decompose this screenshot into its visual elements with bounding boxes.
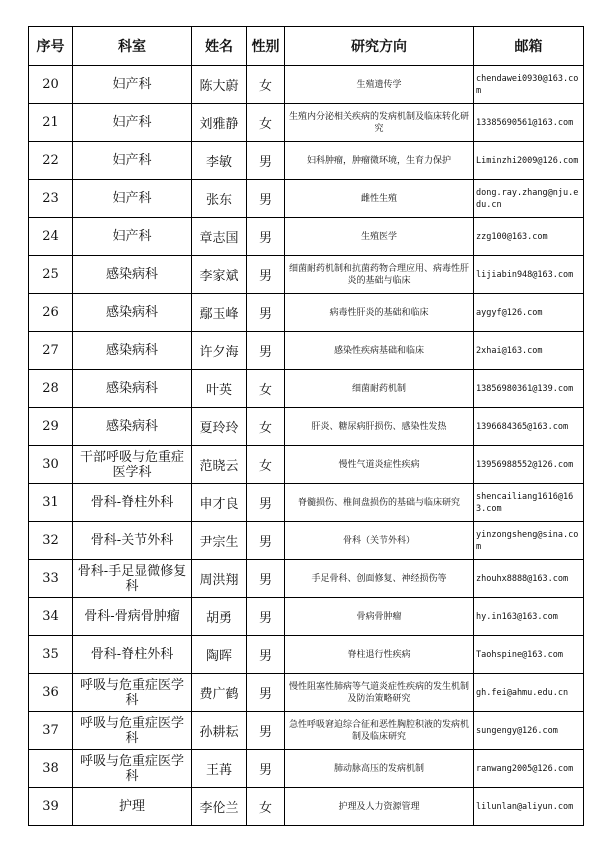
cell-sex: 女	[247, 370, 285, 408]
table-row	[29, 522, 584, 560]
header-row	[29, 27, 584, 66]
cell-direction: 急性呼吸窘迫综合征和恶性胸腔积液的发病机制及临床研究	[285, 712, 474, 750]
cell-no: 20	[29, 66, 73, 104]
cell-email: 1396684365@163.com	[474, 408, 584, 446]
cell-email: aygyf@126.com	[474, 294, 584, 332]
cell-dept: 感染病科	[73, 294, 192, 332]
header-dept: 科室	[73, 27, 192, 66]
cell-dept: 妇产科	[73, 104, 192, 142]
cell-name: 费广鹤	[192, 674, 247, 712]
table-row	[29, 66, 584, 104]
cell-dept: 妇产科	[73, 66, 192, 104]
cell-no: 21	[29, 104, 73, 142]
cell-direction: 生殖内分泌相关疾病的发病机制及临床转化研究	[285, 104, 474, 142]
cell-sex: 男	[247, 332, 285, 370]
cell-no: 28	[29, 370, 73, 408]
table-row	[29, 560, 584, 598]
table-row	[29, 294, 584, 332]
table-row	[29, 142, 584, 180]
cell-direction: 肺动脉高压的发病机制	[285, 750, 474, 788]
cell-sex: 女	[247, 408, 285, 446]
cell-email: ranwang2005@126.com	[474, 750, 584, 788]
cell-email: gh.fei@ahmu.edu.cn	[474, 674, 584, 712]
table-row	[29, 484, 584, 522]
cell-dept: 感染病科	[73, 408, 192, 446]
cell-direction: 肝炎、糖尿病肝损伤、感染性发热	[285, 408, 474, 446]
cell-email: zzg100@163.com	[474, 218, 584, 256]
cell-name: 刘雅静	[192, 104, 247, 142]
cell-dept: 妇产科	[73, 142, 192, 180]
cell-direction: 脊柱退行性疾病	[285, 636, 474, 674]
table-row	[29, 674, 584, 712]
cell-no: 34	[29, 598, 73, 636]
cell-dept: 骨科-脊柱外科	[73, 484, 192, 522]
table-row	[29, 104, 584, 142]
cell-email: 13385690561@163.com	[474, 104, 584, 142]
cell-name: 夏玲玲	[192, 408, 247, 446]
cell-name: 尹宗生	[192, 522, 247, 560]
cell-email: Taohspine@163.com	[474, 636, 584, 674]
table-row	[29, 598, 584, 636]
cell-sex: 男	[247, 598, 285, 636]
cell-sex: 男	[247, 674, 285, 712]
header-email: 邮箱	[474, 27, 584, 66]
cell-no: 27	[29, 332, 73, 370]
cell-name: 李敏	[192, 142, 247, 180]
cell-sex: 男	[247, 750, 285, 788]
cell-no: 38	[29, 750, 73, 788]
header-name: 姓名	[192, 27, 247, 66]
cell-direction: 护理及人力资源管理	[285, 788, 474, 826]
cell-sex: 男	[247, 522, 285, 560]
cell-dept: 护理	[73, 788, 192, 826]
table-body	[29, 66, 584, 826]
cell-name: 张东	[192, 180, 247, 218]
cell-no: 36	[29, 674, 73, 712]
cell-dept: 骨科-关节外科	[73, 522, 192, 560]
cell-sex: 女	[247, 788, 285, 826]
header-sex: 性别	[247, 27, 285, 66]
cell-dept: 骨科-脊柱外科	[73, 636, 192, 674]
cell-name: 陈大蔚	[192, 66, 247, 104]
table-row	[29, 180, 584, 218]
cell-direction: 脊髓损伤、椎间盘损伤的基础与临床研究	[285, 484, 474, 522]
cell-sex: 男	[247, 560, 285, 598]
cell-dept: 妇产科	[73, 218, 192, 256]
table-row	[29, 256, 584, 294]
cell-no: 37	[29, 712, 73, 750]
cell-direction: 手足骨科、创面修复、神经损伤等	[285, 560, 474, 598]
cell-dept: 感染病科	[73, 256, 192, 294]
table-row	[29, 218, 584, 256]
cell-email: lilunlan@aliyun.com	[474, 788, 584, 826]
cell-direction: 生殖医学	[285, 218, 474, 256]
cell-no: 32	[29, 522, 73, 560]
cell-sex: 男	[247, 180, 285, 218]
table-row	[29, 636, 584, 674]
cell-sex: 男	[247, 218, 285, 256]
cell-sex: 男	[247, 142, 285, 180]
cell-direction: 雌性生殖	[285, 180, 474, 218]
table-row	[29, 712, 584, 750]
cell-direction: 细菌耐药机制和抗菌药物合理应用、病毒性肝炎的基础与临床	[285, 256, 474, 294]
table-row	[29, 788, 584, 826]
cell-email: yinzongsheng@sina.com	[474, 522, 584, 560]
cell-direction: 慢性气道炎症性疾病	[285, 446, 474, 484]
cell-no: 33	[29, 560, 73, 598]
cell-name: 王苒	[192, 750, 247, 788]
cell-no: 25	[29, 256, 73, 294]
cell-no: 39	[29, 788, 73, 826]
cell-email: sungengy@126.com	[474, 712, 584, 750]
cell-name: 章志国	[192, 218, 247, 256]
cell-email: zhouhx8888@163.com	[474, 560, 584, 598]
cell-no: 22	[29, 142, 73, 180]
cell-direction: 慢性阻塞性肺病等气道炎症性疾病的发生机制及防治策略研究	[285, 674, 474, 712]
cell-sex: 男	[247, 484, 285, 522]
table-row	[29, 446, 584, 484]
cell-sex: 男	[247, 712, 285, 750]
cell-direction: 细菌耐药机制	[285, 370, 474, 408]
cell-email: shencailiang1616@163.com	[474, 484, 584, 522]
cell-dept: 感染病科	[73, 332, 192, 370]
cell-name: 孙耕耘	[192, 712, 247, 750]
cell-dept: 呼吸与危重症医学科	[73, 674, 192, 712]
cell-dept: 感染病科	[73, 370, 192, 408]
cell-name: 范晓云	[192, 446, 247, 484]
cell-name: 鄢玉峰	[192, 294, 247, 332]
cell-direction: 生殖遗传学	[285, 66, 474, 104]
cell-no: 31	[29, 484, 73, 522]
cell-direction: 骨科（关节外科）	[285, 522, 474, 560]
cell-name: 陶晖	[192, 636, 247, 674]
cell-name: 申才良	[192, 484, 247, 522]
cell-sex: 男	[247, 294, 285, 332]
cell-dept: 骨科-手足显微修复科	[73, 560, 192, 598]
cell-no: 35	[29, 636, 73, 674]
cell-sex: 女	[247, 66, 285, 104]
cell-email: 2xhai@163.com	[474, 332, 584, 370]
cell-sex: 男	[247, 256, 285, 294]
cell-no: 29	[29, 408, 73, 446]
header-no: 序号	[29, 27, 73, 66]
cell-name: 周洪翔	[192, 560, 247, 598]
cell-dept: 呼吸与危重症医学科	[73, 712, 192, 750]
header-direction: 研究方向	[285, 27, 474, 66]
cell-name: 叶英	[192, 370, 247, 408]
cell-direction: 感染性疾病基础和临床	[285, 332, 474, 370]
cell-name: 许夕海	[192, 332, 247, 370]
cell-email: hy.in163@163.com	[474, 598, 584, 636]
cell-name: 胡勇	[192, 598, 247, 636]
cell-email: 13856980361@139.com	[474, 370, 584, 408]
cell-email: chendawei0930@163.com	[474, 66, 584, 104]
table-row	[29, 408, 584, 446]
cell-no: 24	[29, 218, 73, 256]
cell-direction: 骨病骨肿瘤	[285, 598, 474, 636]
cell-sex: 男	[247, 636, 285, 674]
cell-dept: 妇产科	[73, 180, 192, 218]
cell-name: 李伦兰	[192, 788, 247, 826]
cell-direction: 妇科肿瘤，肿瘤微环境，生育力保护	[285, 142, 474, 180]
cell-dept: 骨科-骨病骨肿瘤	[73, 598, 192, 636]
cell-name: 李家斌	[192, 256, 247, 294]
researcher-table	[28, 26, 584, 826]
cell-email: lijiabin948@163.com	[474, 256, 584, 294]
cell-sex: 女	[247, 104, 285, 142]
table-row	[29, 332, 584, 370]
cell-sex: 女	[247, 446, 285, 484]
cell-dept: 呼吸与危重症医学科	[73, 750, 192, 788]
table-row	[29, 750, 584, 788]
cell-direction: 病毒性肝炎的基础和临床	[285, 294, 474, 332]
cell-email: dong.ray.zhang@nju.edu.cn	[474, 180, 584, 218]
cell-dept: 干部呼吸与危重症医学科	[73, 446, 192, 484]
cell-email: 13956988552@126.com	[474, 446, 584, 484]
cell-no: 30	[29, 446, 73, 484]
table-row	[29, 370, 584, 408]
cell-no: 26	[29, 294, 73, 332]
cell-email: Liminzhi2009@126.com	[474, 142, 584, 180]
cell-no: 23	[29, 180, 73, 218]
